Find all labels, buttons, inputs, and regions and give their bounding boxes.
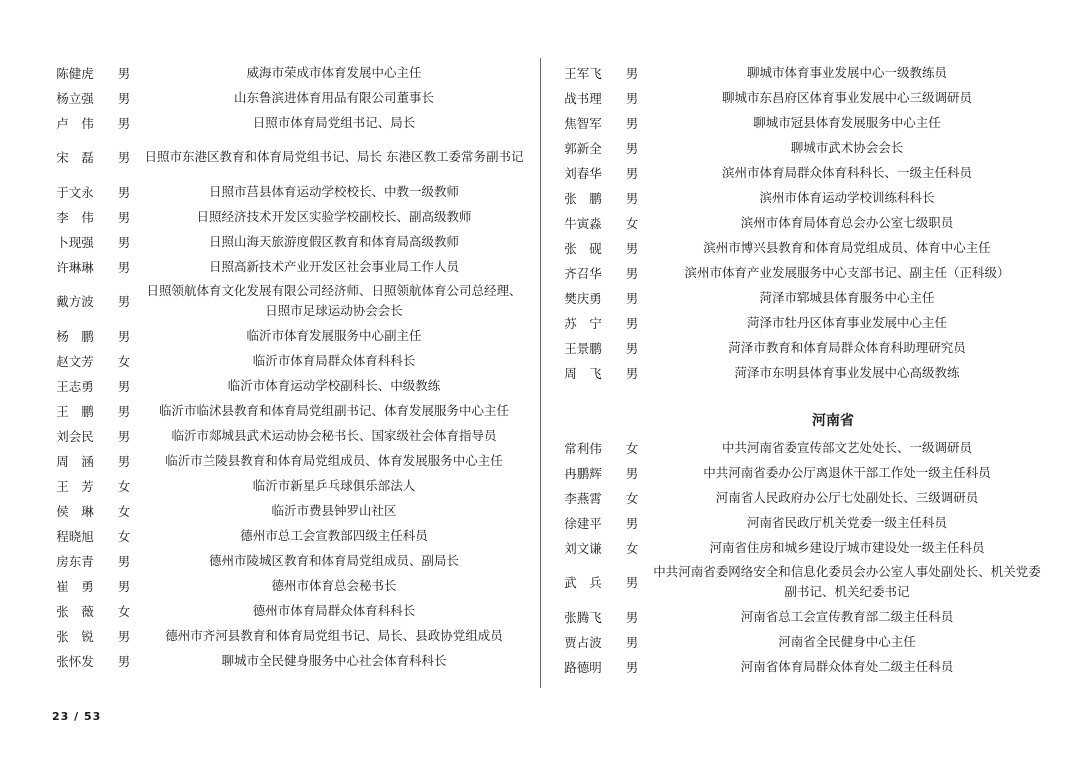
person-position: 聊城市体育事业发展中心一级教练员 xyxy=(746,64,947,80)
list-item xyxy=(548,135,1048,160)
person-gender: 女 xyxy=(117,528,131,544)
person-gender: 男 xyxy=(117,628,131,644)
person-gender: 男 xyxy=(117,259,131,275)
person-name: 齐召华 xyxy=(564,265,602,281)
person-gender: 女 xyxy=(625,215,639,231)
person-gender: 男 xyxy=(117,378,131,394)
person-gender: 女 xyxy=(625,490,639,506)
list-item xyxy=(40,623,530,648)
person-name: 樊庆勇 xyxy=(564,290,602,306)
list-item xyxy=(548,360,1048,385)
person-position: 临沂市体育发展服务中心副主任 xyxy=(246,327,422,343)
list-item xyxy=(40,60,530,85)
person-name: 冉鹏辉 xyxy=(564,465,602,481)
person-position: 中共河南省委网络安全和信息化委员会办公室人事处副处长、机关党委副书记、机关纪委书记 xyxy=(653,564,1041,599)
person-gender: 男 xyxy=(117,150,131,165)
list-item xyxy=(40,598,530,623)
person-name: 杨 鹏 xyxy=(56,328,94,344)
right-column xyxy=(548,60,1048,679)
person-gender: 男 xyxy=(625,515,639,531)
person-name: 戴方波 xyxy=(56,294,94,309)
person-name: 陈健虎 xyxy=(56,65,94,81)
person-gender: 女 xyxy=(117,503,131,519)
person-position: 德州市总工会宣教部四级主任科员 xyxy=(240,527,428,543)
person-name: 常利伟 xyxy=(564,440,602,456)
list-item xyxy=(548,654,1048,679)
person-name: 张 砚 xyxy=(564,240,602,256)
person-position: 滨州市体育产业发展服务中心支部书记、副主任（正科级） xyxy=(684,264,1010,280)
person-name: 刘会民 xyxy=(56,428,94,444)
person-gender: 男 xyxy=(625,140,639,156)
person-position: 河南省住房和城乡建设厅城市建设处一级主任科员 xyxy=(709,539,985,555)
person-position: 聊城市东昌府区体育事业发展中心三级调研员 xyxy=(721,89,972,105)
person-name: 郭新全 xyxy=(564,140,602,156)
person-gender: 男 xyxy=(117,184,131,200)
person-position: 河南省总工会宣传教育部二级主任科员 xyxy=(740,608,954,624)
person-gender: 男 xyxy=(117,578,131,594)
person-gender: 男 xyxy=(117,653,131,669)
person-position: 滨州市体育局群众体育科科长、一级主任科员 xyxy=(721,164,972,180)
person-position: 日照经济技术开发区实验学校副校长、副高级教师 xyxy=(196,208,472,224)
person-gender: 女 xyxy=(117,603,131,619)
person-gender: 男 xyxy=(625,634,639,650)
person-name: 张怀发 xyxy=(56,653,94,669)
person-position: 菏泽市牡丹区体育事业发展中心主任 xyxy=(746,314,947,330)
person-position: 中共河南省委办公厅离退休干部工作处一级主任科员 xyxy=(703,464,991,480)
list-item xyxy=(40,279,530,323)
list-item xyxy=(548,460,1048,485)
person-gender: 男 xyxy=(117,65,131,81)
person-name: 王军飞 xyxy=(564,65,602,81)
person-gender: 女 xyxy=(625,440,639,456)
person-name: 刘文谦 xyxy=(564,540,602,556)
person-position: 聊城市冠县体育发展服务中心主任 xyxy=(753,114,941,130)
person-position: 日照领航体育文化发展有限公司经济师、日照领航体育公司总经理、日照市足球运动协会会长 xyxy=(146,283,522,318)
person-gender: 男 xyxy=(625,115,639,131)
person-name: 宋 磊 xyxy=(56,150,94,165)
person-position: 临沂市费县钟罗山社区 xyxy=(271,502,397,518)
list-item xyxy=(40,323,530,348)
person-name: 贾占波 xyxy=(564,634,602,650)
person-position: 滨州市体育运动学校训练科科长 xyxy=(759,189,935,205)
person-position: 临沂市临沭县教育和体育局党组副书记、体育发展服务中心主任 xyxy=(158,402,509,418)
person-position: 日照山海天旅游度假区教育和体育局高级教师 xyxy=(208,233,459,249)
person-gender: 男 xyxy=(625,340,639,356)
person-name: 战书理 xyxy=(564,90,602,106)
person-position: 德州市齐河县教育和体育局党组书记、局长、县政协党组成员 xyxy=(165,627,503,643)
list-item xyxy=(548,185,1048,210)
person-name: 焦智军 xyxy=(564,115,602,131)
person-gender: 男 xyxy=(625,659,639,675)
person-name: 赵文芳 xyxy=(56,353,94,369)
page-number: 23 / 53 xyxy=(52,710,102,723)
person-name: 房东青 xyxy=(56,553,94,569)
list-item xyxy=(548,285,1048,310)
person-position: 临沂市郯城县武术运动协会秘书长、国家级社会体育指导员 xyxy=(171,427,497,443)
person-gender: 男 xyxy=(625,465,639,481)
person-name: 周 涵 xyxy=(56,453,94,469)
person-name: 卜现强 xyxy=(56,234,94,250)
person-name: 王 鹏 xyxy=(56,403,94,419)
person-name: 李 伟 xyxy=(56,209,94,225)
person-gender: 女 xyxy=(625,540,639,556)
list-item xyxy=(548,235,1048,260)
person-gender: 男 xyxy=(117,90,131,106)
person-name: 张 薇 xyxy=(56,603,94,619)
list-item xyxy=(548,260,1048,285)
list-item xyxy=(548,210,1048,235)
person-position: 菏泽市教育和体育局群众体育科助理研究员 xyxy=(728,339,966,355)
person-name: 张 锐 xyxy=(56,628,94,644)
list-item xyxy=(40,110,530,135)
list-item xyxy=(40,473,530,498)
list-item xyxy=(548,310,1048,335)
person-gender: 女 xyxy=(117,353,131,369)
person-name: 李燕霄 xyxy=(564,490,602,506)
list-item xyxy=(548,629,1048,654)
person-gender: 男 xyxy=(117,115,131,131)
list-item xyxy=(548,485,1048,510)
list-item xyxy=(40,423,530,448)
person-gender: 男 xyxy=(117,453,131,469)
list-item xyxy=(40,448,530,473)
person-gender: 男 xyxy=(117,403,131,419)
list-item xyxy=(40,648,530,673)
list-item xyxy=(40,548,530,573)
list-item xyxy=(548,535,1048,560)
list-item xyxy=(40,204,530,229)
person-gender: 男 xyxy=(117,328,131,344)
person-name: 牛寅淼 xyxy=(564,215,602,231)
person-gender: 男 xyxy=(625,240,639,256)
list-item xyxy=(548,604,1048,629)
province-heading: 河南省 xyxy=(812,413,854,429)
person-position: 河南省体育局群众体育处二级主任科员 xyxy=(740,658,954,674)
person-position: 滨州市博兴县教育和体育局党组成员、体育中心主任 xyxy=(703,239,991,255)
person-gender: 男 xyxy=(625,575,639,590)
person-gender: 男 xyxy=(625,365,639,381)
list-item xyxy=(548,160,1048,185)
person-name: 许琳琳 xyxy=(56,259,94,275)
person-position: 中共河南省委宣传部文艺处处长、一级调研员 xyxy=(721,439,972,455)
person-name: 张腾飞 xyxy=(564,609,602,625)
person-position: 临沂市体育运动学校副科长、中级教练 xyxy=(227,377,441,393)
list-item xyxy=(40,573,530,598)
list-item xyxy=(548,85,1048,110)
person-name: 王景鹏 xyxy=(564,340,602,356)
person-position: 河南省民政厅机关党委一级主任科员 xyxy=(746,514,947,530)
person-gender: 男 xyxy=(625,165,639,181)
person-gender: 男 xyxy=(117,553,131,569)
person-name: 王志勇 xyxy=(56,378,94,394)
list-item xyxy=(40,398,530,423)
person-position: 临沂市新星乒乓球俱乐部法人 xyxy=(252,477,416,493)
person-gender: 男 xyxy=(117,428,131,444)
person-position: 聊城市全民健身服务中心社会体育科科长 xyxy=(221,652,447,668)
person-name: 路德明 xyxy=(564,659,602,675)
list-item xyxy=(40,254,530,279)
person-position: 菏泽市东明县体育事业发展中心高级教练 xyxy=(734,364,960,380)
person-gender: 男 xyxy=(117,294,131,309)
person-name: 王 芳 xyxy=(56,478,94,494)
list-item xyxy=(548,560,1048,604)
person-name: 程晓旭 xyxy=(56,528,94,544)
list-item xyxy=(548,435,1048,460)
person-name: 侯 琳 xyxy=(56,503,94,519)
person-gender: 男 xyxy=(117,209,131,225)
person-position: 德州市体育局群众体育科科长 xyxy=(252,602,416,618)
person-position: 临沂市兰陵县教育和体育局党组成员、体育发展服务中心主任 xyxy=(165,452,503,468)
person-position: 日照市莒县体育运动学校校长、中教一级教师 xyxy=(208,183,459,199)
person-gender: 男 xyxy=(117,234,131,250)
person-gender: 男 xyxy=(625,315,639,331)
list-item xyxy=(40,348,530,373)
person-name: 武 兵 xyxy=(564,575,602,590)
person-name: 卢 伟 xyxy=(56,115,94,131)
list-item xyxy=(40,498,530,523)
person-position: 威海市荣成市体育发展中心主任 xyxy=(246,64,422,80)
left-column xyxy=(40,60,530,673)
list-item xyxy=(40,523,530,548)
person-position: 聊城市武术协会会长 xyxy=(790,139,904,155)
person-name: 徐建平 xyxy=(564,515,602,531)
person-gender: 男 xyxy=(625,290,639,306)
person-name: 苏 宁 xyxy=(564,315,602,331)
list-item xyxy=(40,85,530,110)
person-position: 河南省全民健身中心主任 xyxy=(778,633,916,649)
column-divider xyxy=(540,58,541,688)
person-name: 刘春华 xyxy=(564,165,602,181)
person-position: 日照市东港区教育和体育局党组书记、局长 东港区教工委常务副书记 xyxy=(144,149,524,164)
person-name: 崔 勇 xyxy=(56,578,94,594)
list-item xyxy=(548,60,1048,85)
list-item xyxy=(548,510,1048,535)
list-item xyxy=(40,179,530,204)
person-position: 河南省人民政府办公厅七处副处长、三级调研员 xyxy=(715,489,979,505)
list-item xyxy=(40,373,530,398)
person-position: 菏泽市郓城县体育服务中心主任 xyxy=(759,289,935,305)
person-gender: 男 xyxy=(625,190,639,206)
person-name: 周 飞 xyxy=(564,365,602,381)
person-position: 日照高新技术产业开发区社会事业局工作人员 xyxy=(208,258,459,274)
list-item xyxy=(548,110,1048,135)
person-name: 于文永 xyxy=(56,184,94,200)
person-position: 山东鲁滨进体育用品有限公司董事长 xyxy=(233,89,434,105)
person-position: 临沂市体育局群众体育科科长 xyxy=(252,352,416,368)
person-name: 张 鹏 xyxy=(564,190,602,206)
list-item xyxy=(548,335,1048,360)
list-item xyxy=(40,135,530,179)
person-name: 杨立强 xyxy=(56,90,94,106)
person-gender: 男 xyxy=(625,90,639,106)
person-position: 德州市陵城区教育和体育局党组成员、副局长 xyxy=(208,552,459,568)
person-gender: 男 xyxy=(625,609,639,625)
person-gender: 女 xyxy=(117,478,131,494)
person-position: 滨州市体育局体育总会办公室七级职员 xyxy=(740,214,954,230)
list-item xyxy=(40,229,530,254)
person-position: 日照市体育局党组书记、局长 xyxy=(252,114,416,130)
person-gender: 男 xyxy=(625,65,639,81)
person-position: 德州市体育总会秘书长 xyxy=(271,577,397,593)
person-gender: 男 xyxy=(625,265,639,281)
